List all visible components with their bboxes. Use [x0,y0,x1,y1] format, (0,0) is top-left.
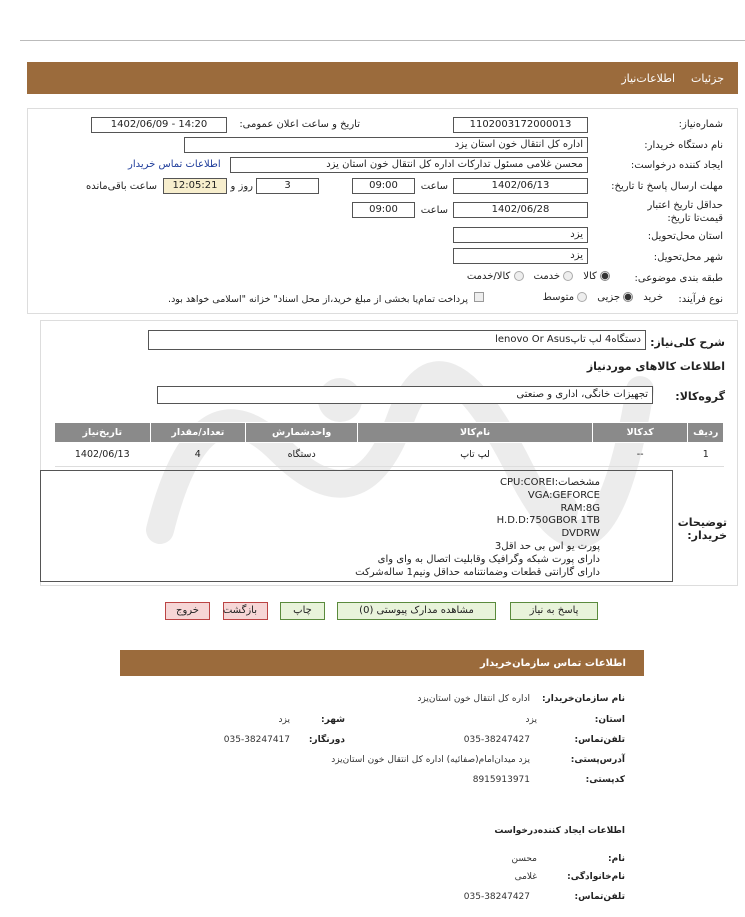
cell-code: -- [592,443,688,467]
buyer-desc-label: توضیحات خریدار: [677,516,727,542]
postal-code-value: 8915913971 [472,775,530,785]
need-summary-label: شرح کلی‌نیاز: [650,336,725,349]
deadline-label: مهلت ارسال پاسخ تا تاریخ: [611,181,723,192]
col-unit: واحدشمارش [246,423,358,443]
process-radio-group [543,292,663,303]
postal-code-label: کد‌پستی: [585,775,625,785]
view-documents-button[interactable]: مشاهده مدارک پیوستی (0) [337,602,496,620]
top-divider [20,40,745,41]
tab-details[interactable]: جزئیات [691,71,724,85]
process-purchase-label: خرید [643,292,663,303]
radio-selected-icon[interactable] [623,292,633,302]
contact-info-link[interactable]: اطلاعات تماس خریدار [128,159,221,170]
tab-need-info[interactable]: اطلاعات‌نیاز [621,71,676,85]
validity-time-field: 09:00 [352,202,415,218]
org-label: نام سازمان‌خریدار: [541,694,625,704]
table-row[interactable] [55,443,724,467]
fax-label: دورنگار: [308,735,345,745]
deadline-time-label: ساعت [420,181,448,192]
col-row: ردیف [688,423,724,443]
city-value: یزد [278,715,290,725]
desc-line: دارای پورت شبکه وگرافیک وقابلیت اتصال به وای وای [377,553,600,565]
radio-icon[interactable] [577,292,587,302]
cell-date: 1402/06/13 [55,443,151,467]
radio-icon[interactable] [563,271,573,281]
remaining-time-field: 12:05:21 [163,178,227,194]
need-number-label: شماره‌نیاز: [678,119,723,130]
validity-time-label: ساعت [420,205,448,216]
contact-banner: اطلاعات تماس سازمان‌خریدار [120,650,644,676]
validity-label: حداقل تاریخ اعتبار قیمت‌تا تاریخ: [647,200,723,224]
delivery-city-label: شهر محل‌تحویل: [653,252,723,263]
treasury-checkbox[interactable] [474,292,484,302]
buyer-field: اداره کل انتقال خون استان یزد [184,137,588,153]
col-qty: تعداد/مقدار [150,423,246,443]
desc-line: RAM:8G [560,502,600,514]
print-button[interactable]: چاپ [280,602,325,620]
goods-table [54,422,724,467]
category-goods-option[interactable]: کالا [583,271,610,282]
address-value: یزد میدان‌امام(صفائیه) اداره کل انتقال خون استان‌یزد [331,755,530,765]
delivery-province-field: یزد [453,227,588,243]
city-label: شهر: [321,715,345,725]
deadline-date-field: 1402/06/13 [453,178,588,194]
radio-icon[interactable] [514,271,524,281]
delivery-city-field: یزد [453,248,588,264]
exit-button[interactable]: خروج [165,602,210,620]
cell-qty: 4 [150,443,246,467]
province-value: یزد [525,715,537,725]
cell-name: لپ تاپ [358,443,593,467]
desc-line: VGA:GEFORCE [527,489,600,501]
col-code: کدکالا [592,423,688,443]
desc-line: H.D.D:750GBOR 1TB [496,515,600,527]
desc-line: مشخصات:CPU:COREI [499,477,600,488]
process-label: نوع فرآیند: [678,294,723,305]
table-header-row [55,423,724,443]
desc-line: DVDRW [561,528,600,540]
desc-line: دارای گارانتی قطعات وضمانتنامه حداقل ونیم1 ساله‌شرکت [355,566,600,578]
category-both-option[interactable]: کالا/خدمت [467,271,524,282]
buyer-desc-box [40,470,673,582]
need-summary-field: دستگاه4 لپ تاپlenovo Or Asus [148,330,646,350]
category-radio-group [467,271,610,282]
creator-field: محسن غلامی مسئول تدارکات اداره کل انتقال خون استان یزد [230,157,588,173]
phone-value: 035-38247427 [463,735,530,745]
process-medium-option[interactable]: متوسط [543,292,588,303]
need-number-field: 1102003172000013 [453,117,588,133]
cell-unit: دستگاه [246,443,358,467]
col-name: نام‌کالا [358,423,593,443]
creator-family-value: غلامی [514,872,537,882]
back-button[interactable]: بازگشت [223,602,268,620]
category-service-option[interactable]: خدمت [534,271,574,282]
announce-label: تاریخ و ساعت اعلان عمومی: [239,119,360,130]
phone-label: تلفن‌تماس: [574,735,625,745]
province-label: استان: [594,715,625,725]
creator-phone-value: 035-38247427 [463,892,530,902]
category-label: طبقه بندی موضوعی: [634,273,723,284]
days-field: 3 [256,178,319,194]
validity-date-field: 1402/06/28 [453,202,588,218]
creator-name-value: محسن [511,854,537,864]
creator-label: ایجاد کننده‌ درخواست: [630,160,723,171]
org-value: اداره کل انتقال خون استان‌یزد [417,694,530,704]
deadline-time-field: 09:00 [352,178,415,194]
goods-group-field: تجهیزات خانگی، اداری و صنعتی [157,386,653,404]
fax-value: 035-38247417 [223,735,290,745]
goods-group-label: گروه‌کالا: [675,390,725,403]
goods-info-title: اطلاعات کالاهای موردنیاز [586,360,725,373]
creator-name-label: نام: [608,854,625,864]
radio-selected-icon[interactable] [600,271,610,281]
col-date: تاریخ‌نیاز [55,423,151,443]
cell-row: 1 [688,443,724,467]
days-label: روز و [230,181,253,192]
address-label: آدرس‌پستی: [570,755,625,765]
desc-line: پورت یو اس بی حد اقل3 [494,540,600,552]
header-banner [27,62,738,94]
buyer-label: نام دستگاه‌ خریدار: [644,140,723,151]
delivery-province-label: استان محل‌تحویل: [647,231,723,242]
creator-family-label: نام‌خانوادگی: [567,872,625,882]
creator-phone-label: تلفن‌تماس: [574,892,625,902]
reply-button[interactable]: پاسخ به نیاز [510,602,598,620]
creator-info-title: اطلاعات ایجاد کننده‌درخواست [494,826,625,836]
announce-field: 1402/06/09 - 14:20 [91,117,227,133]
process-minor-option[interactable]: جزیی [597,292,633,303]
treasury-note: پرداخت تمام‌یا بخشی از مبلغ خرید،از محل اسناد" خزانه "اسلامی خواهد بود. [168,294,468,305]
remaining-label: ساعت باقی‌مانده [85,181,157,192]
